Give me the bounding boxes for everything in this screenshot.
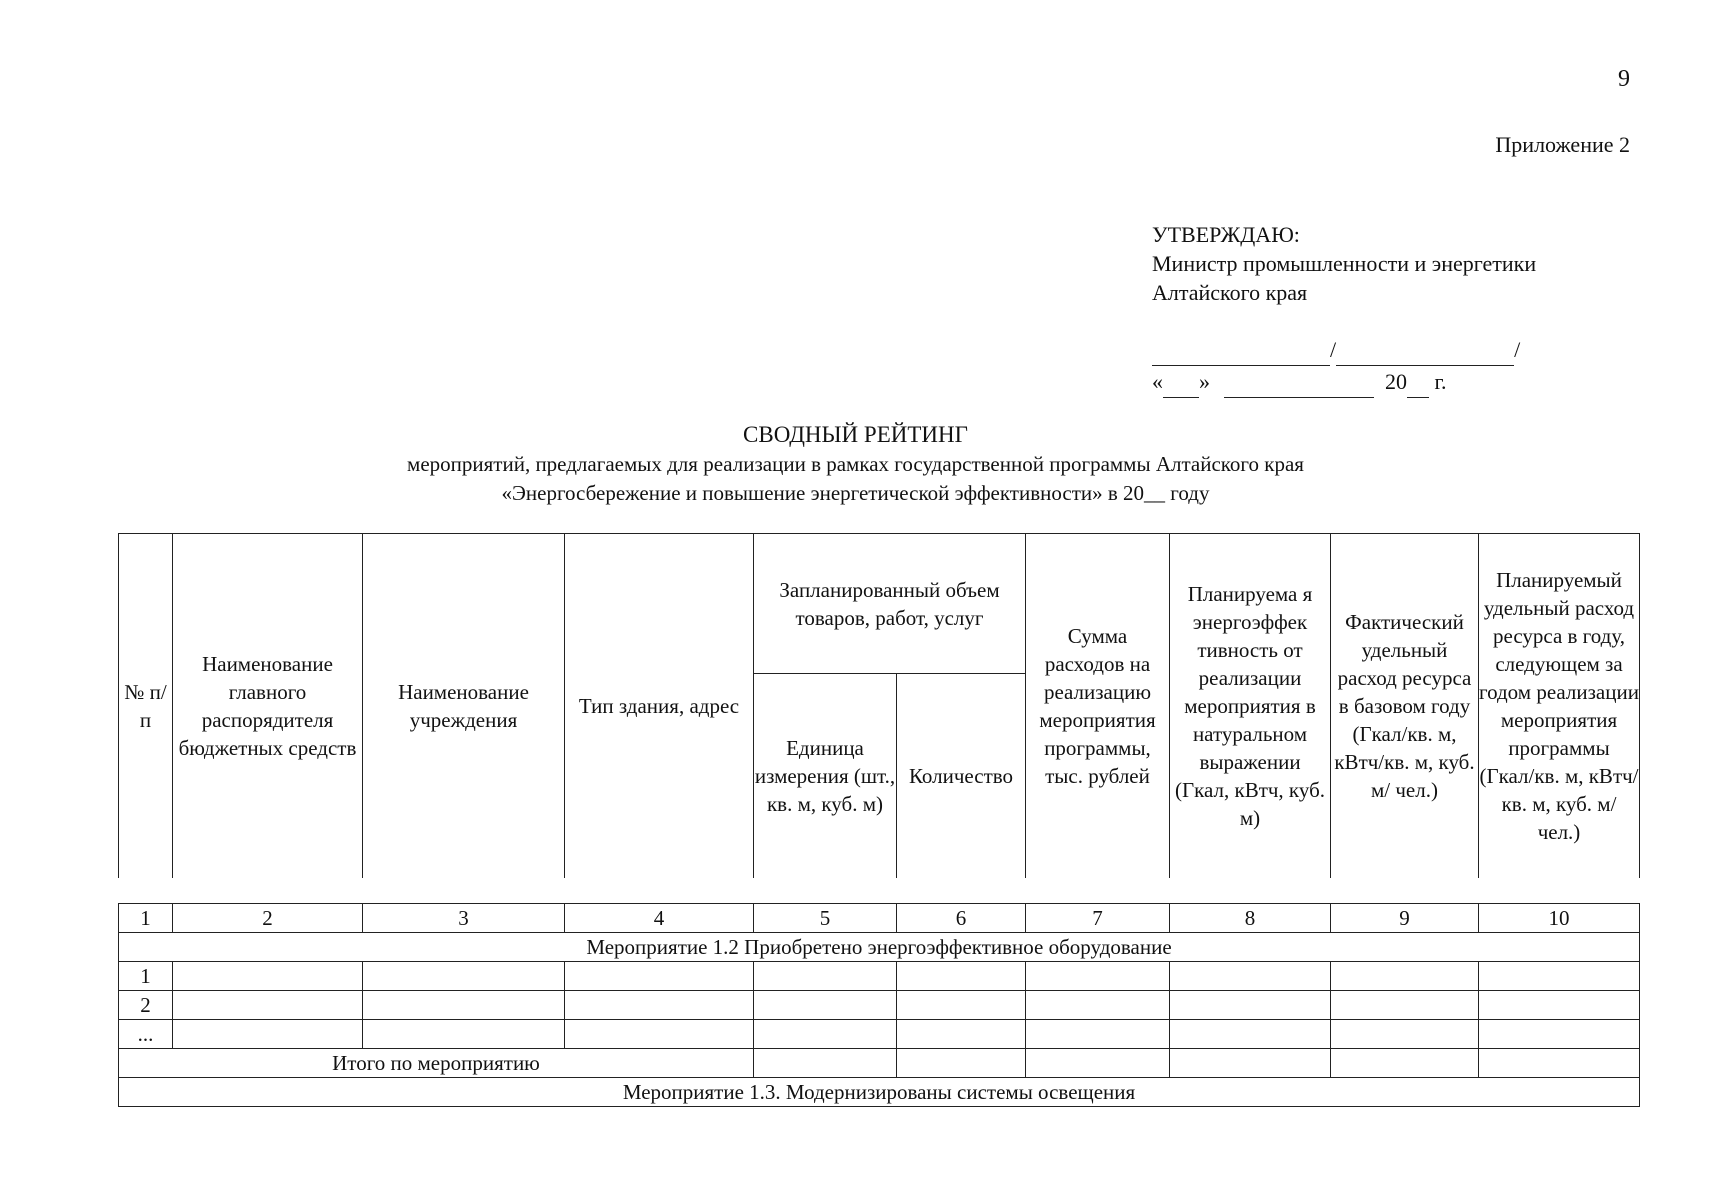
header-building: Тип здания, адрес [565, 534, 754, 878]
approval-block [1152, 220, 1652, 307]
table-cell [1170, 962, 1331, 991]
table-cell [1026, 1020, 1170, 1049]
row-number: ... [119, 1020, 173, 1049]
table-cell [173, 1020, 363, 1049]
appendix-label: Приложение 2 [1495, 132, 1630, 157]
table-cell [173, 962, 363, 991]
day-line [1163, 377, 1199, 398]
month-line [1224, 377, 1374, 398]
column-number: 9 [1331, 904, 1479, 933]
table-cell [1331, 962, 1479, 991]
header-actual-consumption: Фактический удельный расход ресурса в базовом году (Гкал/кв. м, кВтч/кв. м, куб. м/ чел.) [1331, 534, 1479, 878]
rating-table-header [118, 533, 1640, 878]
table-cell [1479, 1049, 1640, 1078]
date-open-quote: « [1152, 369, 1163, 394]
table-cell [565, 991, 754, 1020]
year-line [1407, 377, 1429, 398]
approver-position-line2: Алтайского края [1152, 280, 1308, 305]
document-subtitle [0, 450, 1711, 508]
approve-heading: УТВЕРЖДАЮ: [1152, 222, 1300, 247]
date-close-quote: » [1199, 369, 1210, 394]
approver-position-line1: Министр промышленности и энергетики [1152, 251, 1537, 276]
header-unit: Единица измерения (шт., кв. м, куб. м) [754, 674, 897, 878]
table-cell [1026, 1049, 1170, 1078]
subtitle-line2: «Энергосбережение и повышение энергетической эффективности» в 20__ году [501, 481, 1210, 505]
section-title: Мероприятие 1.2 Приобретено энергоэффективное оборудование [119, 933, 1640, 962]
section-row [119, 933, 1640, 962]
table-cell [1170, 1049, 1331, 1078]
signature-line [1152, 345, 1330, 366]
table-cell [363, 1020, 565, 1049]
signature-separator: / [1330, 337, 1337, 362]
header-planned-efficiency: Планируема я энергоэффек тивность от реализации мероприятия в натуральном выражении (Гкал, кВтч, куб. м) [1170, 534, 1331, 878]
table-cell [897, 962, 1026, 991]
header-manager: Наименование главного распорядителя бюджетных средств [173, 534, 363, 878]
table-cell [1331, 991, 1479, 1020]
column-number: 6 [897, 904, 1026, 933]
table-cell [1026, 962, 1170, 991]
table-cell [754, 1049, 897, 1078]
table-cell [1170, 991, 1331, 1020]
year-prefix: 20 [1385, 369, 1407, 394]
header-planned-consumption: Планируемый удельный расход ресурса в году, следующем за годом реализации мероприятия программы (Гкал/кв. м, кВтч/кв. м, куб. м/ чел.) [1479, 534, 1640, 878]
rating-table-body [118, 903, 1640, 1107]
header-sum: Сумма расходов на реализацию мероприятия программы, тыс. рублей [1026, 534, 1170, 878]
table-cell [754, 991, 897, 1020]
signature-block [1152, 334, 1652, 398]
table-cell [897, 1049, 1026, 1078]
table-cell [897, 1020, 1026, 1049]
table-cell [363, 991, 565, 1020]
header-planned-volume: Запланированный объем товаров, работ, услуг [754, 534, 1026, 674]
table-row [119, 991, 1640, 1020]
header-institution: Наименование учреждения [363, 534, 565, 878]
column-number: 7 [1026, 904, 1170, 933]
column-number: 4 [565, 904, 754, 933]
table-row [119, 962, 1640, 991]
table-cell [897, 991, 1026, 1020]
name-line [1336, 345, 1514, 366]
year-suffix: г. [1434, 369, 1447, 394]
row-number: 1 [119, 962, 173, 991]
document-title: СВОДНЫЙ РЕЙТИНГ [743, 422, 968, 447]
row-number: 2 [119, 991, 173, 1020]
table-cell [1479, 991, 1640, 1020]
column-number: 5 [754, 904, 897, 933]
column-number: 1 [119, 904, 173, 933]
table-cell [1026, 991, 1170, 1020]
column-number: 8 [1170, 904, 1331, 933]
table-cell [754, 1020, 897, 1049]
table-cell [1331, 1049, 1479, 1078]
column-number: 3 [363, 904, 565, 933]
table-cell [363, 962, 565, 991]
total-row [119, 1049, 1640, 1078]
total-label: Итого по мероприятию [119, 1049, 754, 1078]
signature-end: / [1514, 337, 1521, 362]
table-cell [173, 991, 363, 1020]
table-cell [565, 1020, 754, 1049]
column-number-row [119, 904, 1640, 933]
column-number: 2 [173, 904, 363, 933]
table-cell [1331, 1020, 1479, 1049]
table-cell [754, 962, 897, 991]
header-quantity: Количество [897, 674, 1026, 878]
subtitle-line1: мероприятий, предлагаемых для реализации в рамках государственной программы Алтайского края [407, 452, 1304, 476]
page-number: 9 [1618, 66, 1630, 92]
header-num: № п/п [119, 534, 173, 878]
table-cell [1479, 1020, 1640, 1049]
section-row [119, 1078, 1640, 1107]
table-cell [1170, 1020, 1331, 1049]
table-cell [1479, 962, 1640, 991]
table-cell [565, 962, 754, 991]
section-title: Мероприятие 1.3. Модернизированы системы освещения [119, 1078, 1640, 1107]
table-row [119, 1020, 1640, 1049]
column-number: 10 [1479, 904, 1640, 933]
